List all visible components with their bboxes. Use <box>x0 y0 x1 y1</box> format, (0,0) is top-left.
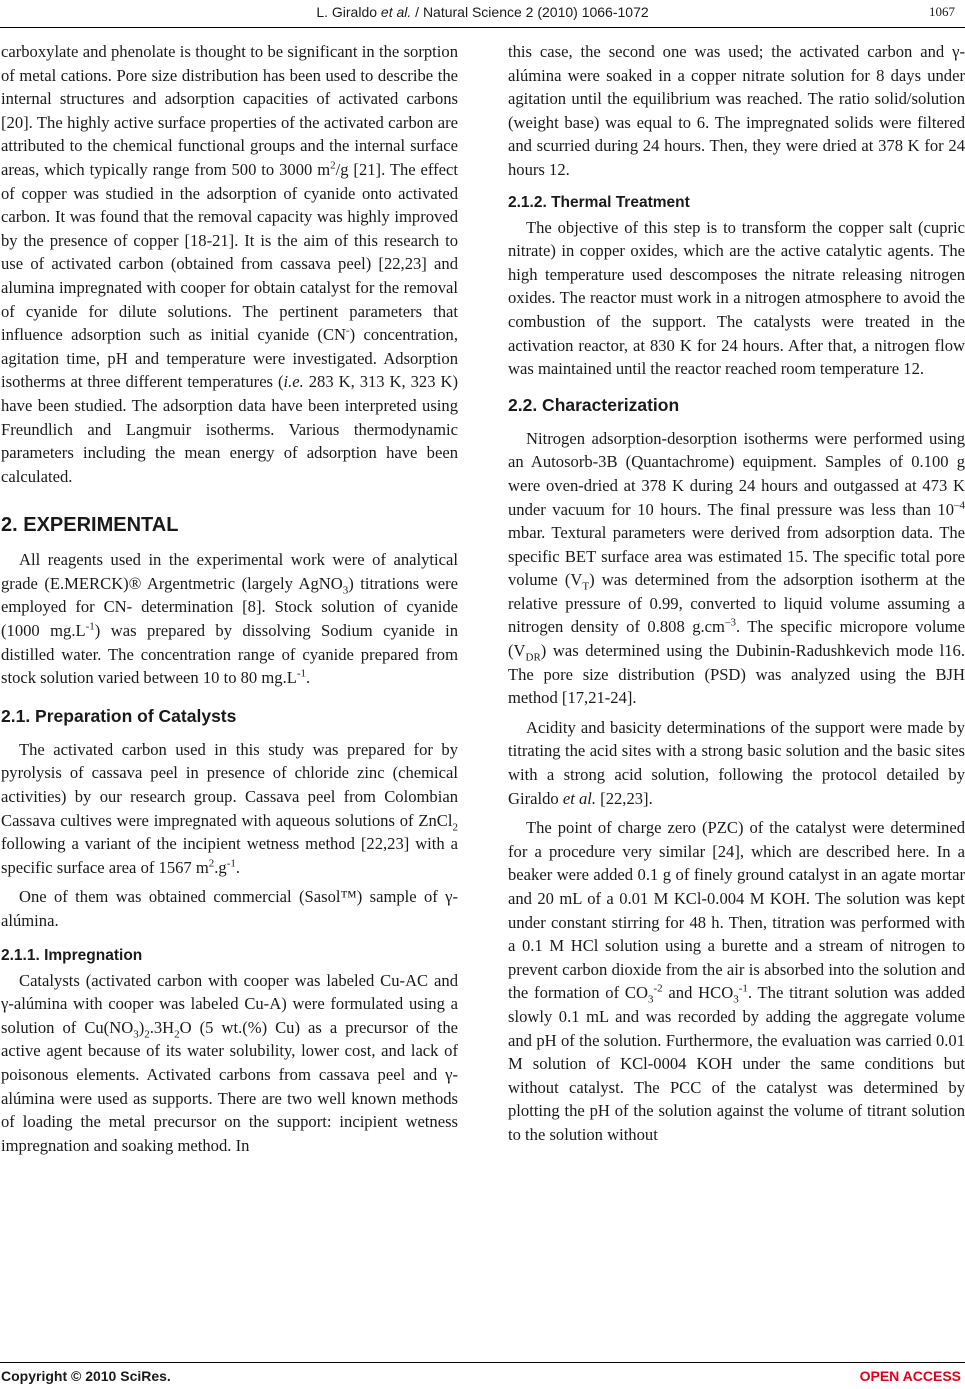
paragraph-thermal: The objective of this step is to transform the copper salt (cupric nitrate) in copper oxides, which are the active catalytic agents. The high temperature used descomposes the nitrate releasing nitrogen oxides. The reactor must work in a nitrogen atmosphere to avoid the combustion of the support. The catalysts were treated in the activation reactor, at 830 K for 24 hours. After that, a nitrogen flow was maintained until the reactor reached room temperature 12. <box>508 217 965 379</box>
footer-copyright: Copyright © 2010 SciRes. <box>1 1368 171 1384</box>
subsubsection-heading-thermal: 2.1.2. Thermal Treatment <box>508 193 690 211</box>
paragraph-intro-continued: carboxylate and phenolate is thought to be significant in the sorption of metal cations. Pore size distribution has been used to describe the internal structures and adsorption capacities of activated carbons [20]. The highly active surface properties of the activated carbon are attributed to the chemical functional groups and the internal surface areas, which typically range from 500 to 3000 $m^2/g$ [21]. The effect of copper was studied in the adsorption of cyanide onto activated carbon. It was found that the removal capacity was highly improved by the presence of copper [18-21]. It is the aim of this research to use of activated carbon (obtained from cassava peel) [22,23] and alumina impregnated with cooper for obtain catalyst for the removal of cyanide for dilute solutions. The pertinent parameters that influence adsorption such as initial cyanide (CN-) concentration, agitation time, pH and temperature were investigated. Adsorption isotherms at three different temperatures (i.e. 283 K, 313 K, 323 K) have been studied. The adsorption data have been interpreted using Freundlich and Langmuir isotherms. Various thermodynamic parameters including the mean energy of adsorption have been calculated. <box>1 42 458 486</box>
subsection-heading-characterization: 2.2. Characterization <box>508 394 680 415</box>
paragraph-soaking: this case, the second one was used; the activated carbon and γ-alúmina were soaked in a copper nitrate solution for 8 days under agitation until the equilibrium was reached. The ratio solid/solution (weight base) was equal to 6. The impregnated solids were filtered and scurried during 24 hours. Then, they were dried at 378 K for 24 hours 12. <box>508 42 965 179</box>
footer-rule <box>0 1362 965 1363</box>
left-column <box>1 40 458 1157</box>
header-authors: L. Giraldo <box>316 4 381 20</box>
paragraph-alumina: One of them was obtained commercial (Sasol™) sample of γ-alúmina. <box>1 887 458 930</box>
page-number: 1067 <box>929 4 955 19</box>
section-heading-experimental: 2. EXPERIMENTAL <box>1 514 179 537</box>
paragraph-acidity: Acidity and basicity determinations of the support were made by titrating the acid sites with a strong basic solution and the basic sites with a strong acid solution, following the protocol detailed by Giraldo et al. [22,23]. <box>508 717 965 808</box>
paragraph-reagents: All reagents used in the experimental work were of analytical grade (E.MERCK)® Argentmetric (largely AgNO$_3$) titrations were employed for CN- determination [8]. Stock solution of cyanide (1000 $mg.L^{-1}$) was prepared by dissolving Sodium cyanide in distilled water. The concentration range of cyanide prepared from stock solution varied between 10 to 80 $mg.L^{-1}$. <box>1 550 459 688</box>
paragraph-pzc: The point of charge zero (PZC) of the catalyst were determined for a procedure very similar [24], which are described here. In a beaker were added 0.1 g of finely ground catalyst in an agate mortar and 20 mL of a 0.01 M KCl-0.004 M KOH. The solution was kept under constant stirring for 48 h. Then, titration was performed with a 0.1 M HCl solution using a burette and a stream of nitrogen to prevent carbon dioxide from the air is absorbed into the solution and the formation of $CO_3^{-2}$ and $HCO_3^{-1}$. The titrant solution was added slowly 0.1 mL and was recorded by adding the aggregate volume and pH of the solution. Furthermore, the evaluation was carried 0.01 M solution of KCl-0004 KOH under the same conditions but without catalyst. The PCC of the catalyst was determined by plotting the pH of the solution against the volume of titrant solution to the solution without <box>508 818 965 1144</box>
paragraph-impregnation: Catalysts (activated carbon with cooper was labeled Cu-AC and γ-alúmina with cooper was labeled Cu-A) were formulated using a solution of $Cu(NO_3)_2.3H_2O$ (5 wt.(%) Cu) as a precursor of the active agent because of its water solubility, lower cost, and lack of poisonous elements. Activated carbons from cassava peel and γ-alúmina were used as supports. There are two well known methods of loading the metal precursor on the support: incipient wetness impregnation and soaking method. In <box>1 970 458 1155</box>
paragraph-activated-carbon: The activated carbon used in this study was prepared for by pyrolysis of cassava peel in presence of chloride zinc (chemical activities) by our research group. Cassava peel from Colombian Cassava cultives were impregnated with aqueous solutions of ZnCl$_2$ following a variant of the incipient wetness method [22,23] with a specific surface area of 1567 $m^2.g^{-1}$. <box>1 739 458 877</box>
running-head <box>0 4 965 20</box>
paragraph-nitrogen-adsorption: Nitrogen adsorption-desorption isotherms were performed using an Autosorb-3B (Quantachrome) equipment. Samples of 0.100 g were oven-dried at 378 K during 24 hours and outgassed at 473 K under vacuum for 10 hours. The final pressure was less than $10^{-4}$ mbar. Textural parameters were derived from adsorption data. The specific BET surface area was estimated 15. The specific total pore volume $(V_T)$ was determined from the adsorption isotherm at the relative pressure of 0.99, converted to liquid volume assuming a nitrogen density of 0.808 $g.cm^{-3}$. The specific micropore volume $(V_{DR})$ was determined using the Dubinin-Radushkevich mode l16. The pore size distribution (PSD) was analyzed using the BJH method [17,21-24]. <box>508 428 965 708</box>
footer-open-access[interactable]: OPEN ACCESS <box>859 1368 961 1384</box>
right-column <box>508 40 965 1147</box>
header-citation: / Natural Science 2 (2010) 1066-1072 <box>411 4 649 20</box>
header-etal: et al. <box>380 4 412 20</box>
subsubsection-heading-impregnation: 2.1.1. Impregnation <box>1 946 143 964</box>
subsection-heading-preparation: 2.1. Preparation of Catalysts <box>1 705 237 726</box>
header-rule <box>0 27 965 28</box>
